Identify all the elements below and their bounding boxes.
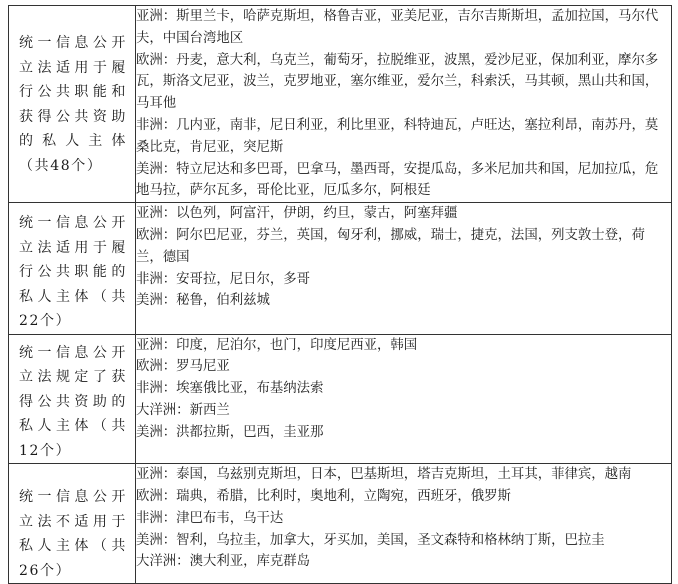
category-text: 统一信息公开立法适用于履行公共职能和获得公共资助的私人主体（共48个）	[19, 35, 127, 174]
country-list-cell	[136, 203, 672, 335]
region-line	[136, 486, 671, 508]
region-line	[136, 378, 671, 400]
region-label: 欧洲：	[136, 488, 177, 504]
country-list: 新西兰	[189, 403, 230, 419]
region-label: 大洋洲：	[136, 403, 190, 419]
region-line	[136, 50, 671, 115]
region-line	[136, 290, 671, 312]
category-cell	[9, 6, 136, 203]
country-list: 特立尼达和多巴哥，巴拿马，墨西哥，安提瓜岛，多米尼加共和国，尼加拉瓜，危地马拉，萨尔瓦多，哥伦比亚，厄瓜多尔，阿根廷	[136, 161, 659, 199]
region-line	[136, 159, 671, 203]
region-label: 非洲：	[136, 381, 177, 397]
region-line	[136, 530, 671, 552]
country-list: 津巴布韦，乌干达	[176, 510, 284, 526]
country-list-cell	[136, 334, 672, 464]
region-label: 亚洲：	[136, 467, 177, 483]
country-list: 埃塞俄比亚，布基纳法索	[176, 381, 324, 397]
country-list: 智利，乌拉圭，加拿大，牙买加，美国，圣文森特和格林纳丁斯，巴拉圭	[176, 532, 605, 548]
classification-table	[8, 5, 672, 584]
country-list: 洪都拉斯，巴西，圭亚那	[176, 424, 324, 440]
region-label: 欧洲：	[136, 359, 177, 375]
region-label: 美洲：	[136, 532, 177, 548]
region-label: 非洲：	[136, 117, 177, 133]
region-label: 大洋洲：	[136, 554, 190, 570]
region-label: 非洲：	[136, 271, 177, 287]
country-list: 瑞典，希腊，比利时，奥地利，立陶宛，西班牙，俄罗斯	[176, 488, 511, 504]
region-line	[136, 115, 671, 159]
country-list: 安哥拉，尼日尔，多哥	[176, 271, 311, 287]
region-line	[136, 335, 671, 357]
region-line	[136, 269, 671, 291]
country-list: 秘鲁，伯利兹城	[176, 293, 270, 309]
region-label: 美洲：	[136, 293, 177, 309]
table-row	[9, 203, 672, 335]
country-list: 阿尔巴尼亚，芬兰，英国，匈牙利，挪威，瑞士，捷克，法国，列支敦士登，荷兰，德国	[136, 227, 645, 265]
region-label: 亚洲：	[136, 337, 177, 353]
region-line	[136, 225, 671, 269]
country-list: 澳大利亚，库克群岛	[189, 554, 311, 570]
category-text: 统一信息公开立法规定了获得公共资助的私人主体（共12个）	[19, 344, 127, 459]
country-list: 泰国，乌兹别克斯坦，日本，巴基斯坦，塔吉克斯坦，土耳其，菲律宾，越南	[176, 467, 632, 483]
table-row	[9, 334, 672, 464]
region-line	[136, 422, 671, 444]
region-label: 欧洲：	[136, 52, 177, 68]
category-cell	[9, 334, 136, 464]
country-list-cell	[136, 464, 672, 584]
region-label: 欧洲：	[136, 227, 177, 243]
region-line	[136, 464, 671, 486]
country-list-cell	[136, 6, 672, 203]
region-line	[136, 203, 671, 225]
table-row	[9, 464, 672, 584]
region-line	[136, 400, 671, 422]
category-text: 统一信息公开立法不适用于私人主体（共26个）	[19, 489, 127, 579]
category-cell	[9, 464, 136, 584]
region-label: 亚洲：	[136, 206, 177, 222]
region-line	[136, 551, 671, 573]
country-list: 罗马尼亚	[176, 359, 230, 375]
country-list: 几内亚，南非，尼日利亚，利比里亚，科特迪瓦，卢旺达，塞拉利昂，南苏丹，莫桑比克，肯尼亚，突尼斯	[136, 117, 659, 155]
country-list: 丹麦，意大利，乌克兰，葡萄牙，拉脱维亚，波黑，爱沙尼亚，保加利亚，摩尔多瓦，斯洛文尼亚，波兰，克罗地亚，塞尔维亚，爱尔兰，科索沃，马其顿，黑山共和国，马耳他	[136, 52, 659, 112]
category-cell	[9, 203, 136, 335]
region-line	[136, 508, 671, 530]
category-text: 统一信息公开立法适用于履行公共职能的私人主体（共22个）	[19, 215, 127, 330]
country-list: 印度，尼泊尔，也门，印度尼西亚，韩国	[176, 337, 418, 353]
country-list: 以色列，阿富汗，伊朗，约旦，蒙古，阿塞拜疆	[176, 206, 458, 222]
table-row	[9, 6, 672, 203]
country-list: 斯里兰卡，哈萨克斯坦，格鲁吉亚，亚美尼亚，吉尔吉斯斯坦，孟加拉国，马尔代夫，中国台湾地区	[136, 9, 659, 46]
region-label: 美洲：	[136, 161, 177, 177]
region-line	[136, 6, 671, 50]
region-line	[136, 356, 671, 378]
region-label: 非洲：	[136, 510, 177, 526]
region-label: 美洲：	[136, 424, 177, 440]
region-label: 亚洲：	[136, 9, 177, 24]
